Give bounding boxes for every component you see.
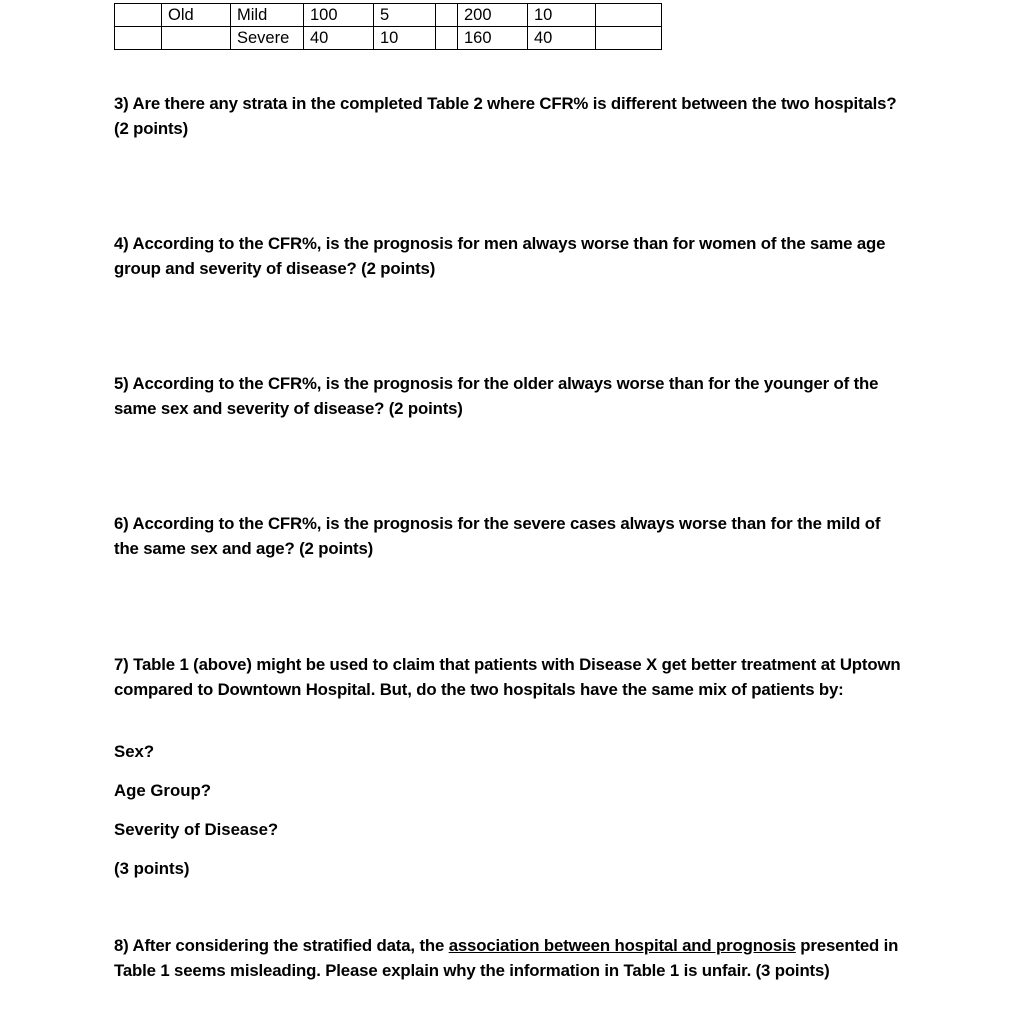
- uptown-cfr-cell: [436, 27, 458, 50]
- question-4: 4) According to the CFR%, is the prognosis for men always worse than for women of the same age group and severity of disease? (2 points): [114, 234, 886, 278]
- downtown-patients-cell: 200: [458, 4, 528, 27]
- question-8: [114, 933, 904, 983]
- question-7: 7) Table 1 (above) might be used to claim that patients with Disease X get better treatment at Uptown compared to Downtown Hospital. But, do the two hospitals have the same mix of patients by:: [114, 655, 901, 699]
- downtown-cfr-cell: [596, 4, 662, 27]
- downtown-patients-cell: 160: [458, 27, 528, 50]
- question-8-text-after: presented in Table 1 seems misleading. Please explain why the information in Table 1 is unfair. (3 points): [114, 936, 899, 980]
- question-6: 6) According to the CFR%, is the prognosis for the severe cases always worse than for the mild of the same sex and age? (2 points): [114, 514, 881, 558]
- question-7-points: (3 points): [114, 859, 190, 878]
- severity-cell: Severe: [231, 27, 304, 50]
- uptown-patients-cell: 100: [304, 4, 374, 27]
- question-8-text-before: 8) After considering the stratified data, the: [114, 936, 449, 955]
- question-8-underlined-phrase: association between hospital and prognosis: [448, 936, 796, 955]
- downtown-deaths-cell: 10: [528, 4, 596, 27]
- stratified-table: [114, 3, 662, 50]
- age-group-cell: [162, 27, 231, 50]
- downtown-deaths-cell: 40: [528, 27, 596, 50]
- sex-cell: [115, 27, 162, 50]
- question-3: 3) Are there any strata in the completed Table 2 where CFR% is different between the two hospitals? (2 points): [114, 94, 897, 138]
- age-group-cell: Old: [162, 4, 231, 27]
- uptown-patients-cell: 40: [304, 27, 374, 50]
- uptown-deaths-cell: 5: [374, 4, 436, 27]
- question-5: 5) According to the CFR%, is the prognosis for the older always worse than for the younger of the same sex and severity of disease? (2 points): [114, 374, 879, 418]
- severity-cell: Mild: [231, 4, 304, 27]
- uptown-cfr-cell: [436, 4, 458, 27]
- uptown-deaths-cell: 10: [374, 27, 436, 50]
- question-7-sex: Sex?: [114, 742, 155, 761]
- question-7-severity: Severity of Disease?: [114, 820, 279, 839]
- question-7-age-group: Age Group?: [114, 781, 211, 800]
- table-row: [115, 27, 662, 50]
- sex-cell: [115, 4, 162, 27]
- downtown-cfr-cell: [596, 27, 662, 50]
- table-row: [115, 4, 662, 27]
